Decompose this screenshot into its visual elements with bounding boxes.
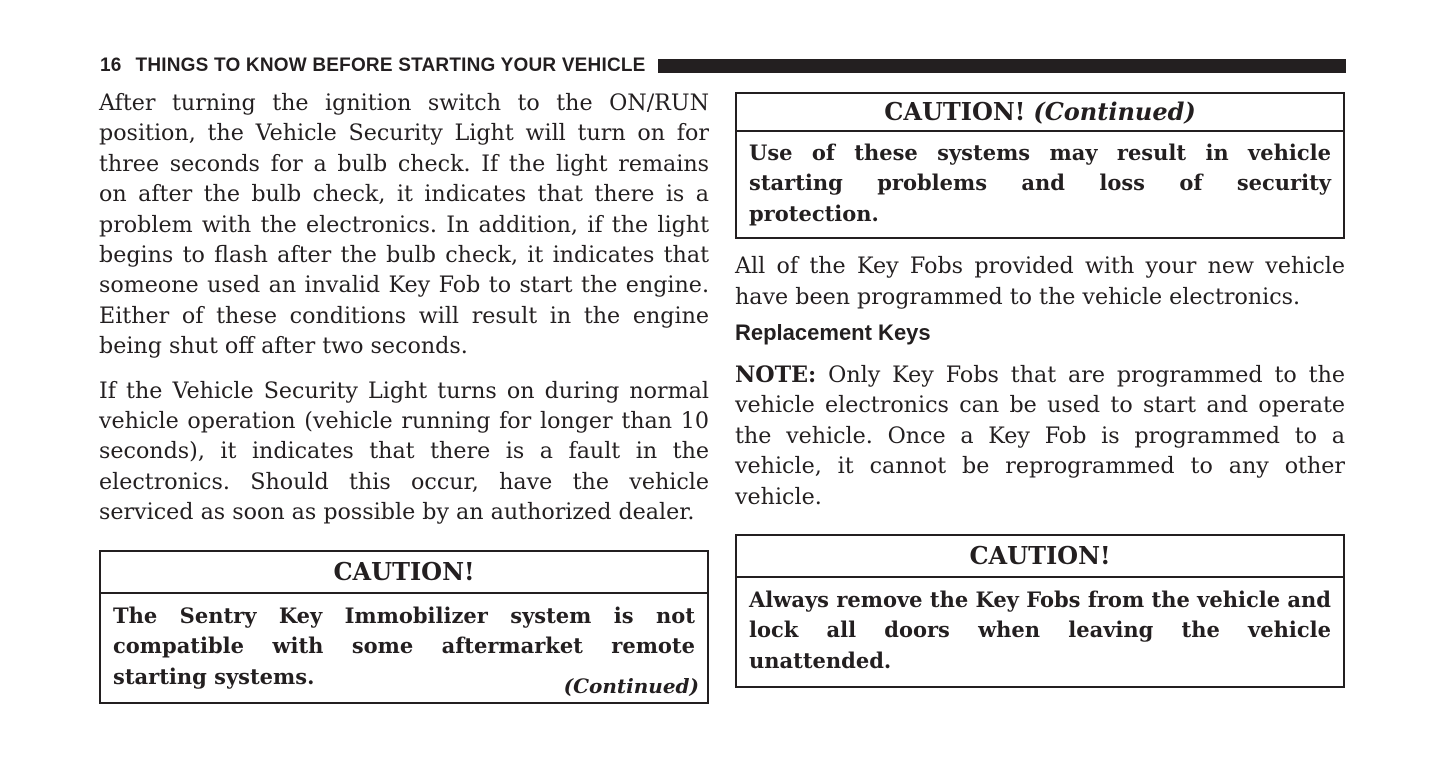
section-title: THINGS TO KNOW BEFORE STARTING YOUR VEHICLE [135, 55, 646, 76]
caution-title-suffix: (Continued) [1033, 97, 1196, 126]
note-label: NOTE: [735, 362, 817, 389]
caution-title [101, 552, 707, 594]
left-column [99, 88, 709, 704]
page-header [100, 54, 1346, 78]
fault-paragraph: If the Vehicle Security Light turns on during normal vehicle operation (vehicle running for longer than 10 seconds), it indicates that there is a fault in the electronics. Should this occur, have the vehicle serviced as soon as possible by an authorized dealer. [99, 377, 709, 526]
security-light-paragraph: After turning the ignition switch to the ON/RUN position, the Vehicle Security Light will turn on for three seconds for a bulb check. If the light remains on after the bulb check, it indicates that there is a problem with the electronics. In addition, if the light begins to flash after the bulb check, it indicates that someone used an invalid Key Fob to start the engine. Either of these conditions will result in the engine being shut off after two seconds. [99, 90, 709, 360]
caution-body: Use of these systems may result in vehicle starting problems and loss of security protection. [749, 140, 1331, 226]
caution-title-text: CAUTION! [969, 541, 1111, 571]
right-column [735, 92, 1345, 688]
caution-body: Always remove the Key Fobs from the vehicle and lock all doors when leaving the vehicle unattended. [749, 587, 1331, 673]
continued-label: (Continued) [563, 674, 699, 698]
note-text: Only Key Fobs that are programmed to the vehicle electronics can be used to start and operate the vehicle. Once a Key Fob is programmed to a vehicle, it cannot be reprogrammed to any other vehicle. [735, 362, 1345, 510]
note-paragraph [735, 360, 1345, 512]
caution-title-text: CAUTION! [884, 97, 1026, 126]
key-fobs-paragraph: All of the Key Fobs provided with your new vehicle have been programmed to the vehicle electronics. [735, 253, 1345, 310]
header-rule [658, 59, 1346, 73]
replacement-keys-heading: Replacement Keys [735, 320, 931, 346]
caution-box-remove-fobs [735, 534, 1345, 688]
caution-title [737, 536, 1343, 578]
caution-title-text: CAUTION! [333, 556, 475, 586]
caution-box-continued [735, 92, 1345, 239]
caution-body: The Sentry Key Immobilizer system is not compatible with some aftermarket remote starting systems. [113, 602, 695, 689]
page-number: 16 [100, 55, 122, 76]
caution-title [737, 94, 1343, 132]
